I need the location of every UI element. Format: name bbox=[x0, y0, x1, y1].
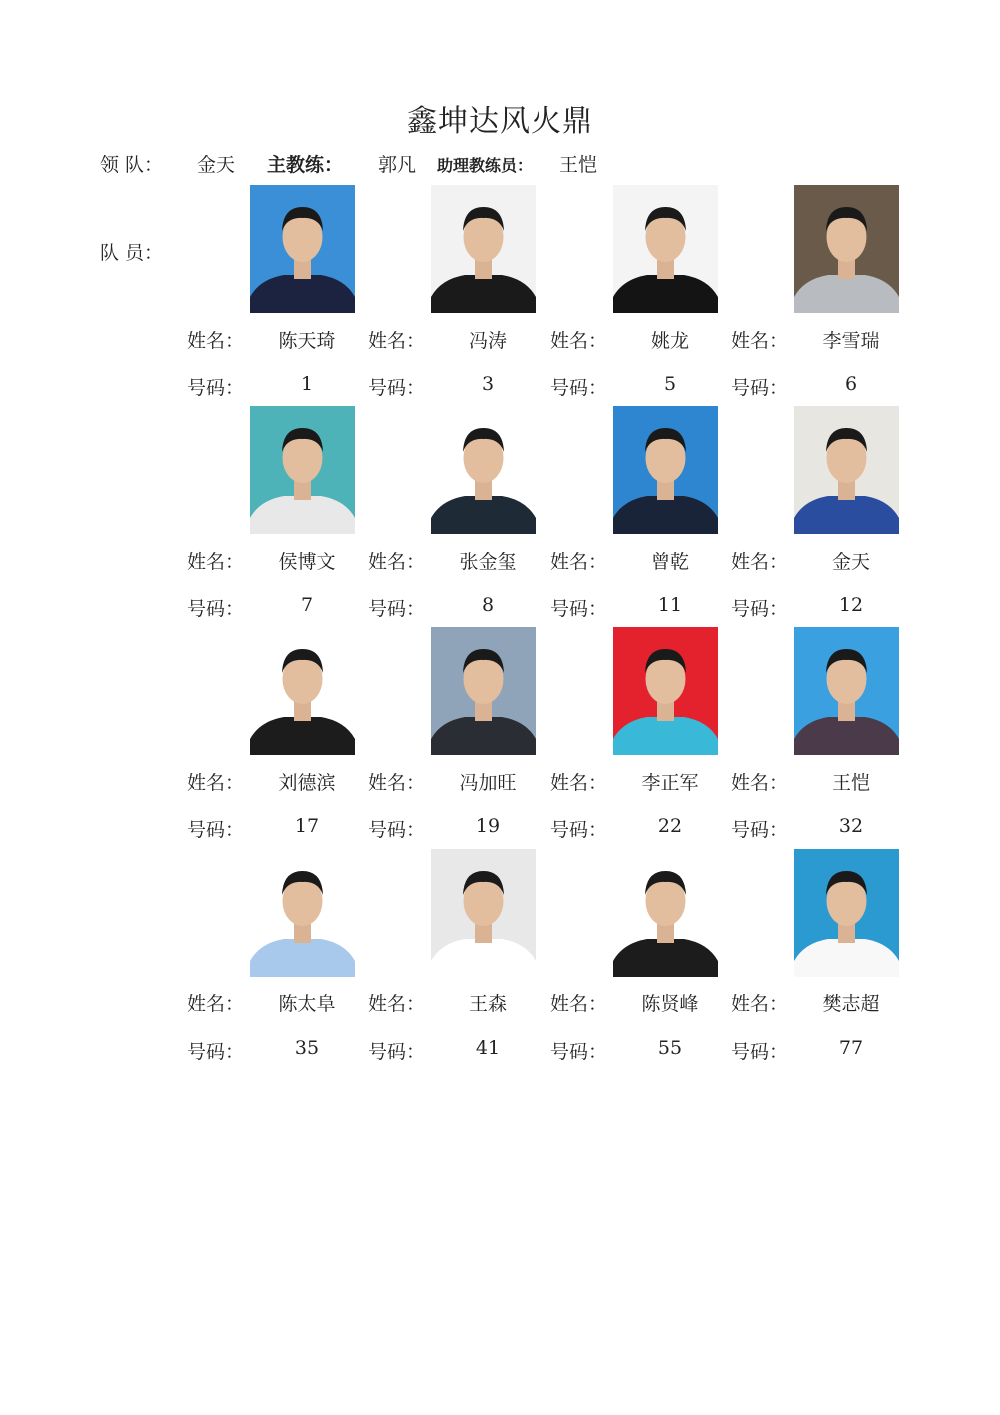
player-name-label: 姓名： bbox=[731, 993, 789, 1015]
player-name-label: 姓名： bbox=[550, 772, 608, 794]
player-name: 王森 bbox=[468, 993, 507, 1015]
page-title: 鑫坤达风火鼎 bbox=[407, 104, 593, 139]
leader-label: 领 队： bbox=[100, 154, 164, 176]
player-number-label: 号码： bbox=[550, 598, 608, 620]
members-label: 队 员： bbox=[100, 242, 164, 264]
player-photo bbox=[613, 627, 718, 755]
player-photo bbox=[431, 849, 536, 977]
assistant-coach-name: 王恺 bbox=[559, 154, 598, 176]
player-photo bbox=[613, 406, 718, 534]
player-number-label: 号码： bbox=[368, 1041, 426, 1063]
player-photo bbox=[613, 185, 718, 313]
player-number-label: 号码： bbox=[187, 819, 245, 841]
player-name-label: 姓名： bbox=[368, 772, 426, 794]
player-name: 金天 bbox=[831, 551, 870, 573]
player-name-label: 姓名： bbox=[187, 551, 245, 573]
player-photo bbox=[794, 185, 899, 313]
player-name: 姚龙 bbox=[650, 330, 689, 352]
player-name: 樊志超 bbox=[822, 993, 880, 1015]
player-name: 王恺 bbox=[831, 772, 870, 794]
player-photo bbox=[250, 406, 355, 534]
player-photo bbox=[250, 627, 355, 755]
player-name-label: 姓名： bbox=[368, 993, 426, 1015]
player-name-label: 姓名： bbox=[187, 772, 245, 794]
player-number: 35 bbox=[294, 1037, 320, 1059]
player-name: 侯博文 bbox=[278, 551, 336, 573]
player-name: 刘德滨 bbox=[278, 772, 336, 794]
player-photo bbox=[431, 406, 536, 534]
player-name-label: 姓名： bbox=[368, 330, 426, 352]
player-name-label: 姓名： bbox=[731, 551, 789, 573]
player-number-label: 号码： bbox=[550, 1041, 608, 1063]
player-name-label: 姓名： bbox=[731, 772, 789, 794]
player-number: 32 bbox=[838, 815, 864, 837]
player-photo bbox=[250, 849, 355, 977]
player-number: 12 bbox=[838, 594, 864, 616]
player-number-label: 号码： bbox=[731, 819, 789, 841]
player-name-label: 姓名： bbox=[550, 330, 608, 352]
player-photo bbox=[794, 849, 899, 977]
player-number: 77 bbox=[838, 1037, 864, 1059]
player-name: 张金玺 bbox=[459, 551, 517, 573]
player-number: 5 bbox=[663, 373, 677, 395]
player-name: 冯加旺 bbox=[459, 772, 517, 794]
player-number-label: 号码： bbox=[731, 1041, 789, 1063]
player-name: 陈贤峰 bbox=[641, 993, 699, 1015]
player-photo bbox=[250, 185, 355, 313]
head-coach-label: 主教练： bbox=[267, 154, 344, 176]
player-name: 陈天琦 bbox=[278, 330, 336, 352]
player-number: 7 bbox=[300, 594, 314, 616]
player-number-label: 号码： bbox=[368, 377, 426, 399]
player-number-label: 号码： bbox=[550, 377, 608, 399]
player-number: 55 bbox=[657, 1037, 683, 1059]
player-photo bbox=[794, 406, 899, 534]
player-number: 22 bbox=[657, 815, 683, 837]
player-number-label: 号码： bbox=[187, 1041, 245, 1063]
assistant-coach-label: 助理教练员： bbox=[437, 156, 534, 175]
player-name-label: 姓名： bbox=[187, 330, 245, 352]
player-name-label: 姓名： bbox=[187, 993, 245, 1015]
player-name: 曾乾 bbox=[650, 551, 689, 573]
player-number-label: 号码： bbox=[368, 819, 426, 841]
head-coach-name: 郭凡 bbox=[378, 154, 417, 176]
player-number-label: 号码： bbox=[731, 598, 789, 620]
player-photo bbox=[613, 849, 718, 977]
player-name-label: 姓名： bbox=[550, 551, 608, 573]
player-name-label: 姓名： bbox=[368, 551, 426, 573]
player-number: 11 bbox=[657, 594, 683, 616]
player-number: 17 bbox=[294, 815, 320, 837]
leader-name: 金天 bbox=[197, 154, 236, 176]
player-name: 冯涛 bbox=[468, 330, 507, 352]
player-photo bbox=[794, 627, 899, 755]
player-name-label: 姓名： bbox=[731, 330, 789, 352]
player-number-label: 号码： bbox=[187, 598, 245, 620]
player-number-label: 号码： bbox=[187, 377, 245, 399]
player-photo bbox=[431, 627, 536, 755]
player-number: 3 bbox=[481, 373, 495, 395]
player-number-label: 号码： bbox=[731, 377, 789, 399]
player-number: 41 bbox=[475, 1037, 501, 1059]
player-number: 8 bbox=[481, 594, 495, 616]
player-name: 陈太阜 bbox=[278, 993, 336, 1015]
player-number: 1 bbox=[300, 373, 314, 395]
player-name: 李正军 bbox=[641, 772, 699, 794]
player-number: 6 bbox=[844, 373, 858, 395]
player-name-label: 姓名： bbox=[550, 993, 608, 1015]
player-number-label: 号码： bbox=[550, 819, 608, 841]
player-photo bbox=[431, 185, 536, 313]
player-number: 19 bbox=[475, 815, 501, 837]
player-number-label: 号码： bbox=[368, 598, 426, 620]
player-name: 李雪瑞 bbox=[822, 330, 880, 352]
